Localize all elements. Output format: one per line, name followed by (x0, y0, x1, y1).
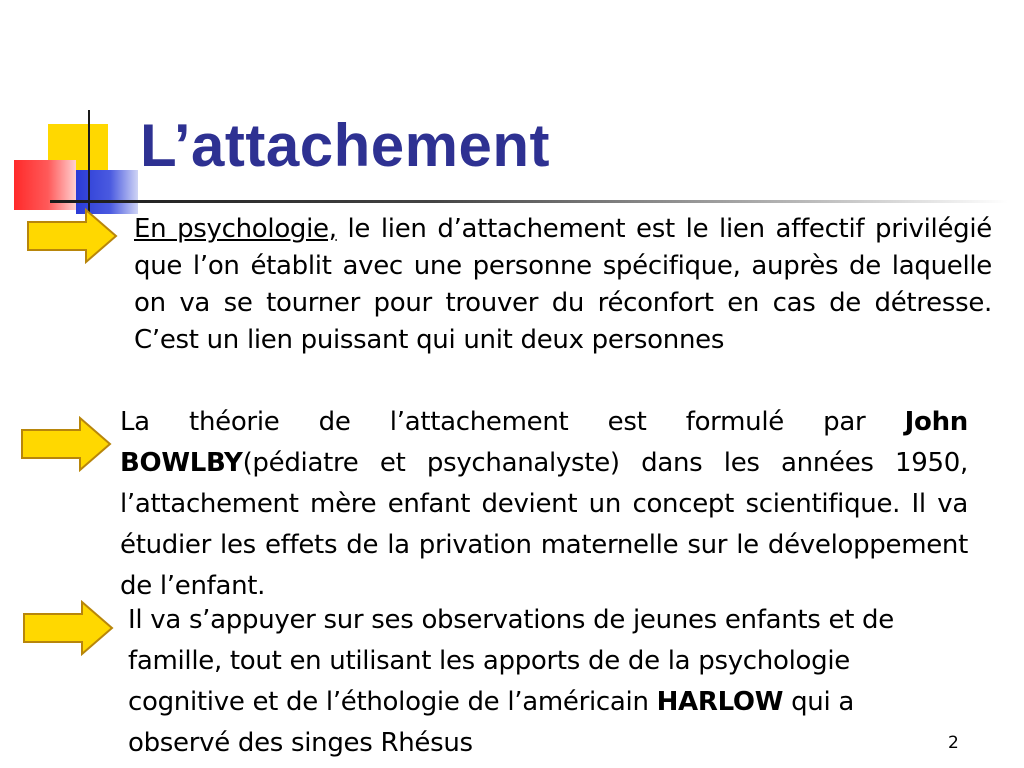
arrow-right-icon (26, 208, 118, 264)
slide-title: L’attachement (140, 112, 550, 179)
bullet-3-text-b: qui a observé des singes Rhésus (128, 687, 854, 758)
arrow-right-icon (22, 600, 114, 656)
bullet-2-text-a: La théorie de l’attachement est formulé par (120, 407, 905, 437)
bullet-paragraph-1 (134, 211, 992, 359)
bullet-3-text-a: Il va s’appuyer sur ses observations de jeunes enfants et de famille, tout en utilisant les apports de de la psychologie cognitive et de l’éthologie de l’américain (128, 605, 894, 717)
bullet-paragraph-2 (120, 402, 968, 607)
bullet-paragraph-3 (128, 600, 958, 764)
bullet-2-text-b: (pédiatre et psychanalyste) dans les années 1950, l’attachement mère enfant devient un concept scientifique. Il va étudier les effets de la privation maternelle sur le développement de l’enfant. (120, 448, 968, 601)
bullet-1-text: le lien d’attachement est le lien affectif privilégié que l’on établit avec une personne spécifique, auprès de laquelle on va se tourner pour trouver du réconfort en cas de détresse. C’est un lien puissant qui unit deux personnes (134, 214, 992, 355)
arrow-right-icon (20, 416, 112, 472)
title-underline (50, 200, 1008, 203)
bullet-1-lead: En psychologie, (134, 214, 337, 244)
bullet-3-bold-name: HARLOW (656, 687, 784, 717)
bullet-2-bold-name: John BOWLBY (120, 407, 968, 478)
page-number: 2 (948, 733, 959, 753)
decor-vertical-line (88, 110, 90, 220)
